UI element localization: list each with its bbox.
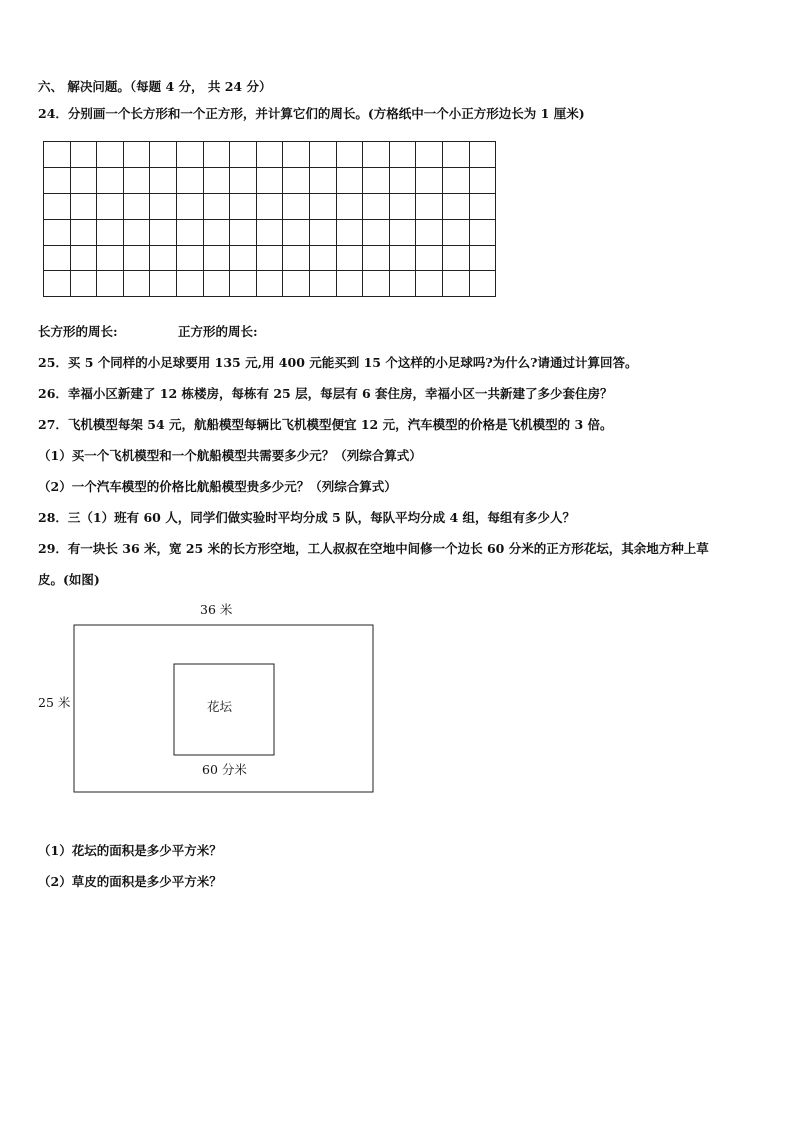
question-28: 28．三（1）班有 60 人，同学们做实验时平均分成 5 队，每队平均分成 4 组，每组有多少人？ (38, 510, 575, 525)
length-label: 36 米 (200, 602, 233, 617)
question-27: 27．飞机模型每架 54 元，航船模型每辆比飞机模型便宜 12 元，汽车模型的价格是飞机模型的 3 倍。 (38, 417, 613, 432)
width-label: 25 米 (38, 695, 71, 710)
question-26: 26．幸福小区新建了 12 栋楼房，每栋有 25 层，每层有 6 套住房，幸福小区一共新建了多少套住房？ (38, 386, 613, 401)
question-29: 29．有一块长 36 米，宽 25 米的长方形空地，工人叔叔在空地中间修一个边长 60 分米的正方形花坛，其余地方种上草 (38, 541, 709, 556)
question-27-part-1: （1）买一个飞机模型和一个航船模型共需要多少元？（列综合算式） (38, 448, 422, 463)
question-25: 25．买 5 个同样的小足球要用 135 元,用 400 元能买到 15 个这样的小足球吗?为什么?请通过计算回答。 (38, 355, 638, 370)
flowerbed-label: 花坛 (207, 699, 233, 714)
square-perimeter-label: 正方形的周长: (178, 324, 258, 339)
question-29-part-1: （1）花坛的面积是多少平方米？ (38, 843, 222, 858)
question-29-part-2: （2）草皮的面积是多少平方米？ (38, 874, 222, 889)
side-label: 60 分米 (202, 762, 247, 777)
rect-perimeter-label: 长方形的周长: (38, 324, 118, 339)
question-24: 24．分别画一个长方形和一个正方形，并计算它们的周长。(方格纸中一个小正方形边长为 1 厘米) (38, 106, 585, 121)
question-29-continued: 皮。(如图) (38, 572, 100, 587)
question-27-part-2: （2）一个汽车模型的价格比航船模型贵多少元？（列综合算式） (38, 479, 397, 494)
section-heading: 六、 解决问题。（每题 4 分， 共 24 分） (38, 79, 272, 94)
